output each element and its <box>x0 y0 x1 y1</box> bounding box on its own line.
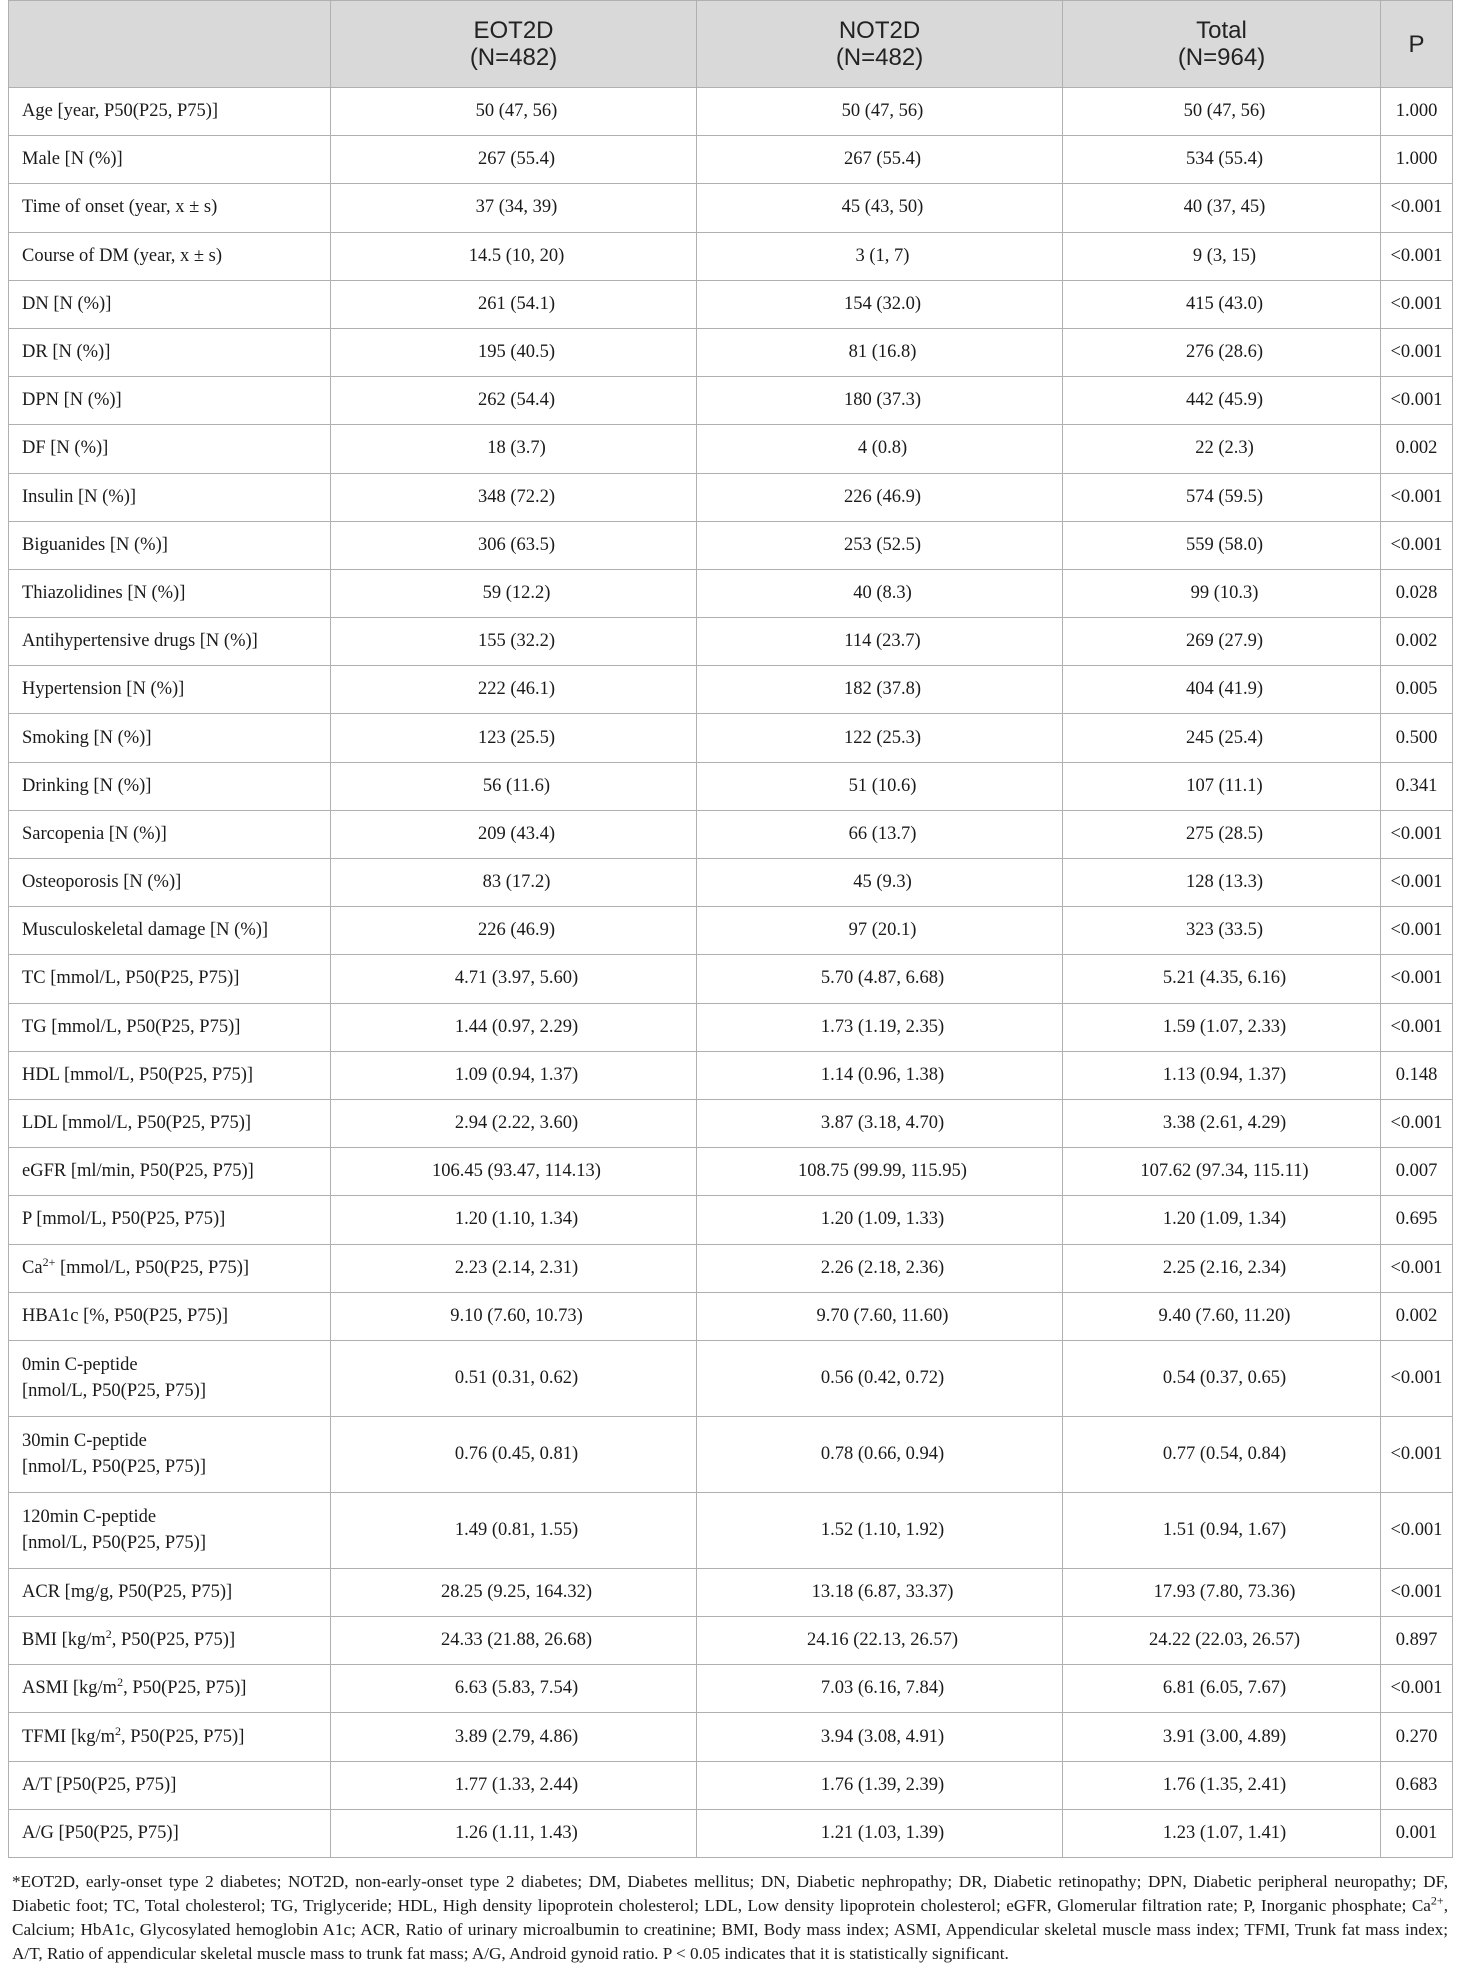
cell-not2d: 3.94 (3.08, 4.91) <box>697 1713 1063 1761</box>
cell-total: 5.21 (4.35, 6.16) <box>1063 955 1381 1003</box>
table-row <box>9 1244 1453 1292</box>
header-p: P <box>1381 1 1453 88</box>
row-label-pre: TFMI [kg/m <box>22 1726 116 1747</box>
cell-total: 269 (27.9) <box>1063 618 1381 666</box>
row-label: Course of DM (year, x ± s) <box>22 245 223 266</box>
baseline-characteristics-table <box>8 0 1453 1858</box>
table-body <box>9 88 1453 1858</box>
cell-not2d: 253 (52.5) <box>697 521 1063 569</box>
row-label-cell <box>9 425 331 473</box>
table-row <box>9 377 1453 425</box>
cell-p-value: 0.007 <box>1381 1148 1453 1196</box>
table-row <box>9 859 1453 907</box>
table-row <box>9 569 1453 617</box>
cell-eot2d: 18 (3.7) <box>331 425 697 473</box>
row-label: eGFR [ml/min, P50(P25, P75)] <box>22 1161 254 1182</box>
cell-eot2d: 2.23 (2.14, 2.31) <box>331 1244 697 1292</box>
cell-p-value: <0.001 <box>1381 1340 1453 1416</box>
row-label-cell <box>9 666 331 714</box>
table-row <box>9 136 1453 184</box>
row-label-line2: [nmol/L, P50(P25, P75)] <box>22 1533 206 1554</box>
row-label-cell <box>9 1340 331 1416</box>
cell-p-value: 0.683 <box>1381 1761 1453 1809</box>
row-label-cell <box>9 569 331 617</box>
header-total <box>1063 1 1381 88</box>
cell-total: 107.62 (97.34, 115.11) <box>1063 1148 1381 1196</box>
header-not2d <box>697 1 1063 88</box>
row-label-post: , P50(P25, P75)] <box>121 1726 245 1747</box>
cell-eot2d: 59 (12.2) <box>331 569 697 617</box>
cell-p-value: <0.001 <box>1381 1003 1453 1051</box>
cell-not2d: 7.03 (6.16, 7.84) <box>697 1665 1063 1713</box>
table-header-row <box>9 1 1453 88</box>
row-label-cell <box>9 859 331 907</box>
cell-eot2d: 106.45 (93.47, 114.13) <box>331 1148 697 1196</box>
table-row <box>9 955 1453 1003</box>
table-row <box>9 184 1453 232</box>
row-label: Hypertension [N (%)] <box>22 679 185 700</box>
row-label-cell <box>9 1051 331 1099</box>
cell-not2d: 0.78 (0.66, 0.94) <box>697 1416 1063 1492</box>
row-label: HBA1c [%, P50(P25, P75)] <box>22 1305 229 1326</box>
table-row <box>9 425 1453 473</box>
cell-not2d: 51 (10.6) <box>697 762 1063 810</box>
footnote-part2: , Calcium; HbA1c, Glycosylated hemoglobin A1c; ACR, Ratio of urinary microalbumin to creatinine; BMI, Body mass index; ASMI, Appendicular skeletal muscle mass index; TFMI, Trunk fat mass index; A/T, Ratio of appendicular skeletal muscle mass to trunk fat mass; A/G, Android gynoid ratio. P < 0.05 indicates that it is statistically significant. <box>12 1896 1448 1963</box>
row-label-sup: 2 <box>117 1675 124 1690</box>
cell-eot2d: 222 (46.1) <box>331 666 697 714</box>
cell-not2d: 3 (1, 7) <box>697 232 1063 280</box>
cell-not2d: 1.21 (1.03, 1.39) <box>697 1809 1063 1857</box>
cell-eot2d: 262 (54.4) <box>331 377 697 425</box>
cell-not2d: 182 (37.8) <box>697 666 1063 714</box>
cell-total: 22 (2.3) <box>1063 425 1381 473</box>
row-label: Antihypertensive drugs [N (%)] <box>22 631 258 652</box>
cell-total: 50 (47, 56) <box>1063 88 1381 136</box>
row-label: Age [year, P50(P25, P75)] <box>22 101 219 122</box>
cell-p-value: <0.001 <box>1381 280 1453 328</box>
cell-eot2d: 306 (63.5) <box>331 521 697 569</box>
table-row <box>9 1099 1453 1147</box>
cell-p-value: <0.001 <box>1381 810 1453 858</box>
cell-total: 9.40 (7.60, 11.20) <box>1063 1292 1381 1340</box>
cell-not2d: 1.76 (1.39, 2.39) <box>697 1761 1063 1809</box>
cell-total: 323 (33.5) <box>1063 907 1381 955</box>
cell-total: 0.77 (0.54, 0.84) <box>1063 1416 1381 1492</box>
header-eot2d-n: (N=482) <box>469 44 558 71</box>
cell-eot2d: 1.09 (0.94, 1.37) <box>331 1051 697 1099</box>
cell-p-value: <0.001 <box>1381 232 1453 280</box>
row-label: DPN [N (%)] <box>22 390 122 411</box>
cell-total: 559 (58.0) <box>1063 521 1381 569</box>
cell-eot2d: 0.51 (0.31, 0.62) <box>331 1340 697 1416</box>
cell-not2d: 45 (43, 50) <box>697 184 1063 232</box>
cell-p-value: 0.695 <box>1381 1196 1453 1244</box>
row-label: Drinking [N (%)] <box>22 775 152 796</box>
cell-eot2d: 1.49 (0.81, 1.55) <box>331 1492 697 1568</box>
cell-not2d: 1.20 (1.09, 1.33) <box>697 1196 1063 1244</box>
cell-eot2d: 24.33 (21.88, 26.68) <box>331 1617 697 1665</box>
cell-total: 107 (11.1) <box>1063 762 1381 810</box>
cell-total: 415 (43.0) <box>1063 280 1381 328</box>
row-label-cell <box>9 1003 331 1051</box>
row-label-cell <box>9 473 331 521</box>
header-total-name: Total <box>1196 17 1247 44</box>
row-label-cell <box>9 1492 331 1568</box>
row-label-cell <box>9 88 331 136</box>
table-row <box>9 521 1453 569</box>
header-not2d-name: NOT2D <box>838 17 921 44</box>
table-row <box>9 473 1453 521</box>
row-label-cell <box>9 184 331 232</box>
cell-not2d: 154 (32.0) <box>697 280 1063 328</box>
cell-p-value: 0.005 <box>1381 666 1453 714</box>
table-row <box>9 1665 1453 1713</box>
row-label-cell <box>9 328 331 376</box>
cell-not2d: 267 (55.4) <box>697 136 1063 184</box>
cell-p-value: 0.028 <box>1381 569 1453 617</box>
row-label: Thiazolidines [N (%)] <box>22 582 186 603</box>
cell-not2d: 180 (37.3) <box>697 377 1063 425</box>
row-label: Insulin [N (%)] <box>22 486 137 507</box>
cell-not2d: 45 (9.3) <box>697 859 1063 907</box>
row-label-cell <box>9 955 331 1003</box>
cell-eot2d: 123 (25.5) <box>331 714 697 762</box>
table-row <box>9 762 1453 810</box>
row-label-cell <box>9 1099 331 1147</box>
row-label-cell <box>9 1416 331 1492</box>
footnote-part1: *EOT2D, early-onset type 2 diabetes; NOT2D, non-early-onset type 2 diabetes; DM, Diabetes mellitus; DN, Diabetic nephropathy; DR, Diabetic retinopathy; DPN, Diabetic peripheral neuropathy; DF, Diabetic foot; TC, Total cholesterol; TG, Triglyceride; HDL, High density lipoprotein cholesterol; LDL, Low density lipoprotein cholesterol; eGFR, Glomerular filtration rate; P, Inorganic phosphate; Ca <box>12 1872 1448 1915</box>
cell-total: 574 (59.5) <box>1063 473 1381 521</box>
cell-eot2d: 267 (55.4) <box>331 136 697 184</box>
cell-p-value: <0.001 <box>1381 1416 1453 1492</box>
cell-total: 9 (3, 15) <box>1063 232 1381 280</box>
cell-total: 0.54 (0.37, 0.65) <box>1063 1340 1381 1416</box>
cell-total: 245 (25.4) <box>1063 714 1381 762</box>
cell-eot2d: 1.77 (1.33, 2.44) <box>331 1761 697 1809</box>
cell-p-value: <0.001 <box>1381 955 1453 1003</box>
cell-total: 404 (41.9) <box>1063 666 1381 714</box>
table-row <box>9 1416 1453 1492</box>
cell-p-value: <0.001 <box>1381 1244 1453 1292</box>
cell-not2d: 81 (16.8) <box>697 328 1063 376</box>
cell-not2d: 122 (25.3) <box>697 714 1063 762</box>
cell-not2d: 40 (8.3) <box>697 569 1063 617</box>
row-label-post: [mmol/L, P50(P25, P75)] <box>55 1257 250 1278</box>
cell-p-value: 0.897 <box>1381 1617 1453 1665</box>
row-label-sup: 2 <box>105 1627 112 1641</box>
row-label-pre: BMI [kg/m <box>22 1630 106 1651</box>
cell-not2d: 50 (47, 56) <box>697 88 1063 136</box>
cell-total: 99 (10.3) <box>1063 569 1381 617</box>
row-label-cell <box>9 521 331 569</box>
table-row <box>9 1492 1453 1568</box>
cell-p-value: <0.001 <box>1381 907 1453 955</box>
cell-total: 1.59 (1.07, 2.33) <box>1063 1003 1381 1051</box>
row-label-cell <box>9 1665 331 1713</box>
footnote-sup: 2+ <box>1430 1893 1444 1908</box>
cell-p-value: <0.001 <box>1381 328 1453 376</box>
cell-not2d: 108.75 (99.99, 115.95) <box>697 1148 1063 1196</box>
cell-p-value: <0.001 <box>1381 1492 1453 1568</box>
cell-total: 3.91 (3.00, 4.89) <box>1063 1713 1381 1761</box>
cell-p-value: 1.000 <box>1381 136 1453 184</box>
row-label-line2: [nmol/L, P50(P25, P75)] <box>22 1381 206 1402</box>
cell-not2d: 66 (13.7) <box>697 810 1063 858</box>
row-label: Sarcopenia [N (%)] <box>22 823 167 844</box>
cell-eot2d: 261 (54.1) <box>331 280 697 328</box>
row-label: Biguanides [N (%)] <box>22 534 168 555</box>
cell-not2d: 226 (46.9) <box>697 473 1063 521</box>
cell-not2d: 1.73 (1.19, 2.35) <box>697 1003 1063 1051</box>
cell-eot2d: 1.20 (1.10, 1.34) <box>331 1196 697 1244</box>
cell-eot2d: 50 (47, 56) <box>331 88 697 136</box>
table-row <box>9 1003 1453 1051</box>
row-label: HDL [mmol/L, P50(P25, P75)] <box>22 1064 254 1085</box>
row-label-cell <box>9 232 331 280</box>
row-label: DF [N (%)] <box>22 438 109 459</box>
cell-total: 1.76 (1.35, 2.41) <box>1063 1761 1381 1809</box>
cell-eot2d: 209 (43.4) <box>331 810 697 858</box>
cell-p-value: 0.001 <box>1381 1809 1453 1857</box>
row-label-post: , P50(P25, P75)] <box>123 1678 247 1699</box>
row-label-cell <box>9 618 331 666</box>
row-label: Male [N (%)] <box>22 149 123 170</box>
cell-p-value: 0.500 <box>1381 714 1453 762</box>
cell-not2d: 0.56 (0.42, 0.72) <box>697 1340 1063 1416</box>
row-label: TC [mmol/L, P50(P25, P75)] <box>22 968 240 989</box>
row-label-cell <box>9 1148 331 1196</box>
cell-not2d: 9.70 (7.60, 11.60) <box>697 1292 1063 1340</box>
row-label-sup: 2+ <box>42 1254 56 1269</box>
cell-eot2d: 348 (72.2) <box>331 473 697 521</box>
table-row <box>9 714 1453 762</box>
cell-not2d: 4 (0.8) <box>697 425 1063 473</box>
cell-p-value: 1.000 <box>1381 88 1453 136</box>
cell-total: 276 (28.6) <box>1063 328 1381 376</box>
table-row <box>9 1148 1453 1196</box>
row-label: LDL [mmol/L, P50(P25, P75)] <box>22 1113 252 1134</box>
cell-eot2d: 56 (11.6) <box>331 762 697 810</box>
row-label-cell <box>9 1713 331 1761</box>
cell-eot2d: 6.63 (5.83, 7.54) <box>331 1665 697 1713</box>
row-label-cell <box>9 1617 331 1665</box>
cell-total: 2.25 (2.16, 2.34) <box>1063 1244 1381 1292</box>
cell-total: 1.20 (1.09, 1.34) <box>1063 1196 1381 1244</box>
table-row <box>9 1761 1453 1809</box>
row-label-line1: 120min C-peptide <box>22 1507 157 1528</box>
cell-not2d: 114 (23.7) <box>697 618 1063 666</box>
table-footnote <box>8 1870 1452 1966</box>
cell-p-value: 0.148 <box>1381 1051 1453 1099</box>
row-label: TG [mmol/L, P50(P25, P75)] <box>22 1016 241 1037</box>
cell-not2d: 5.70 (4.87, 6.68) <box>697 955 1063 1003</box>
row-label-pre: ASMI [kg/m <box>22 1678 118 1699</box>
row-label-cell <box>9 810 331 858</box>
cell-total: 17.93 (7.80, 73.36) <box>1063 1568 1381 1616</box>
row-label-cell <box>9 714 331 762</box>
row-label: A/T [P50(P25, P75)] <box>22 1774 177 1795</box>
row-label: DN [N (%)] <box>22 293 112 314</box>
cell-eot2d: 3.89 (2.79, 4.86) <box>331 1713 697 1761</box>
row-label-sup: 2 <box>115 1723 122 1738</box>
cell-not2d: 3.87 (3.18, 4.70) <box>697 1099 1063 1147</box>
table-row <box>9 810 1453 858</box>
row-label-cell <box>9 762 331 810</box>
cell-total: 442 (45.9) <box>1063 377 1381 425</box>
table-row <box>9 666 1453 714</box>
cell-eot2d: 2.94 (2.22, 3.60) <box>331 1099 697 1147</box>
row-label: Smoking [N (%)] <box>22 727 152 748</box>
cell-eot2d: 226 (46.9) <box>331 907 697 955</box>
table-row <box>9 1196 1453 1244</box>
cell-p-value: <0.001 <box>1381 521 1453 569</box>
cell-p-value: <0.001 <box>1381 184 1453 232</box>
cell-total: 275 (28.5) <box>1063 810 1381 858</box>
cell-not2d: 2.26 (2.18, 2.36) <box>697 1244 1063 1292</box>
row-label-line1: 0min C-peptide <box>22 1355 138 1376</box>
cell-p-value: 0.002 <box>1381 1292 1453 1340</box>
row-label-cell <box>9 1761 331 1809</box>
cell-not2d: 97 (20.1) <box>697 907 1063 955</box>
row-label-pre: Ca <box>22 1257 43 1278</box>
row-label: P [mmol/L, P50(P25, P75)] <box>22 1209 226 1230</box>
table-row <box>9 907 1453 955</box>
cell-not2d: 1.52 (1.10, 1.92) <box>697 1492 1063 1568</box>
header-eot2d-name: EOT2D <box>473 17 554 44</box>
row-label-cell <box>9 280 331 328</box>
cell-eot2d: 155 (32.2) <box>331 618 697 666</box>
cell-total: 1.51 (0.94, 1.67) <box>1063 1492 1381 1568</box>
row-label-cell <box>9 1568 331 1616</box>
row-label-post: , P50(P25, P75)] <box>111 1630 236 1651</box>
row-label-cell <box>9 1244 331 1292</box>
row-label-cell <box>9 377 331 425</box>
cell-p-value: 0.002 <box>1381 618 1453 666</box>
cell-eot2d: 14.5 (10, 20) <box>331 232 697 280</box>
row-label-cell <box>9 907 331 955</box>
cell-total: 1.23 (1.07, 1.41) <box>1063 1809 1381 1857</box>
cell-total: 3.38 (2.61, 4.29) <box>1063 1099 1381 1147</box>
table-row <box>9 1051 1453 1099</box>
cell-p-value: 0.341 <box>1381 762 1453 810</box>
cell-eot2d: 4.71 (3.97, 5.60) <box>331 955 697 1003</box>
row-label: ACR [mg/g, P50(P25, P75)] <box>22 1581 233 1602</box>
table-row <box>9 1568 1453 1616</box>
table-row <box>9 1713 1453 1761</box>
cell-p-value: <0.001 <box>1381 377 1453 425</box>
cell-p-value: 0.002 <box>1381 425 1453 473</box>
row-label-cell <box>9 1292 331 1340</box>
cell-p-value: <0.001 <box>1381 1568 1453 1616</box>
cell-total: 24.22 (22.03, 26.57) <box>1063 1617 1381 1665</box>
cell-eot2d: 9.10 (7.60, 10.73) <box>331 1292 697 1340</box>
cell-not2d: 13.18 (6.87, 33.37) <box>697 1568 1063 1616</box>
cell-not2d: 1.14 (0.96, 1.38) <box>697 1051 1063 1099</box>
table-row <box>9 88 1453 136</box>
cell-eot2d: 37 (34, 39) <box>331 184 697 232</box>
cell-p-value: 0.270 <box>1381 1713 1453 1761</box>
row-label: Time of onset (year, x ± s) <box>22 197 218 218</box>
cell-eot2d: 83 (17.2) <box>331 859 697 907</box>
header-label-col <box>9 1 331 88</box>
table-row <box>9 232 1453 280</box>
row-label: A/G [P50(P25, P75)] <box>22 1822 179 1843</box>
table-row <box>9 618 1453 666</box>
table-row <box>9 1340 1453 1416</box>
cell-eot2d: 1.44 (0.97, 2.29) <box>331 1003 697 1051</box>
table-row <box>9 1617 1453 1665</box>
table-row <box>9 280 1453 328</box>
row-label-line1: 30min C-peptide <box>22 1431 147 1452</box>
cell-p-value: <0.001 <box>1381 1099 1453 1147</box>
cell-p-value: <0.001 <box>1381 473 1453 521</box>
cell-total: 534 (55.4) <box>1063 136 1381 184</box>
cell-not2d: 24.16 (22.13, 26.57) <box>697 1617 1063 1665</box>
row-label-line2: [nmol/L, P50(P25, P75)] <box>22 1457 206 1478</box>
cell-eot2d: 1.26 (1.11, 1.43) <box>331 1809 697 1857</box>
cell-p-value: <0.001 <box>1381 859 1453 907</box>
row-label-cell <box>9 136 331 184</box>
table-row <box>9 1809 1453 1857</box>
row-label: DR [N (%)] <box>22 342 111 363</box>
cell-total: 6.81 (6.05, 7.67) <box>1063 1665 1381 1713</box>
header-not2d-n: (N=482) <box>835 44 924 71</box>
table-row <box>9 1292 1453 1340</box>
row-label: Osteoporosis [N (%)] <box>22 872 182 893</box>
row-label-cell <box>9 1809 331 1857</box>
cell-eot2d: 195 (40.5) <box>331 328 697 376</box>
cell-total: 1.13 (0.94, 1.37) <box>1063 1051 1381 1099</box>
header-total-n: (N=964) <box>1177 44 1266 71</box>
cell-p-value: <0.001 <box>1381 1665 1453 1713</box>
row-label-cell <box>9 1196 331 1244</box>
table-container <box>8 0 1452 1966</box>
cell-total: 40 (37, 45) <box>1063 184 1381 232</box>
cell-total: 128 (13.3) <box>1063 859 1381 907</box>
cell-eot2d: 0.76 (0.45, 0.81) <box>331 1416 697 1492</box>
table-row <box>9 328 1453 376</box>
row-label: Musculoskeletal damage [N (%)] <box>22 920 269 941</box>
header-eot2d <box>331 1 697 88</box>
cell-eot2d: 28.25 (9.25, 164.32) <box>331 1568 697 1616</box>
